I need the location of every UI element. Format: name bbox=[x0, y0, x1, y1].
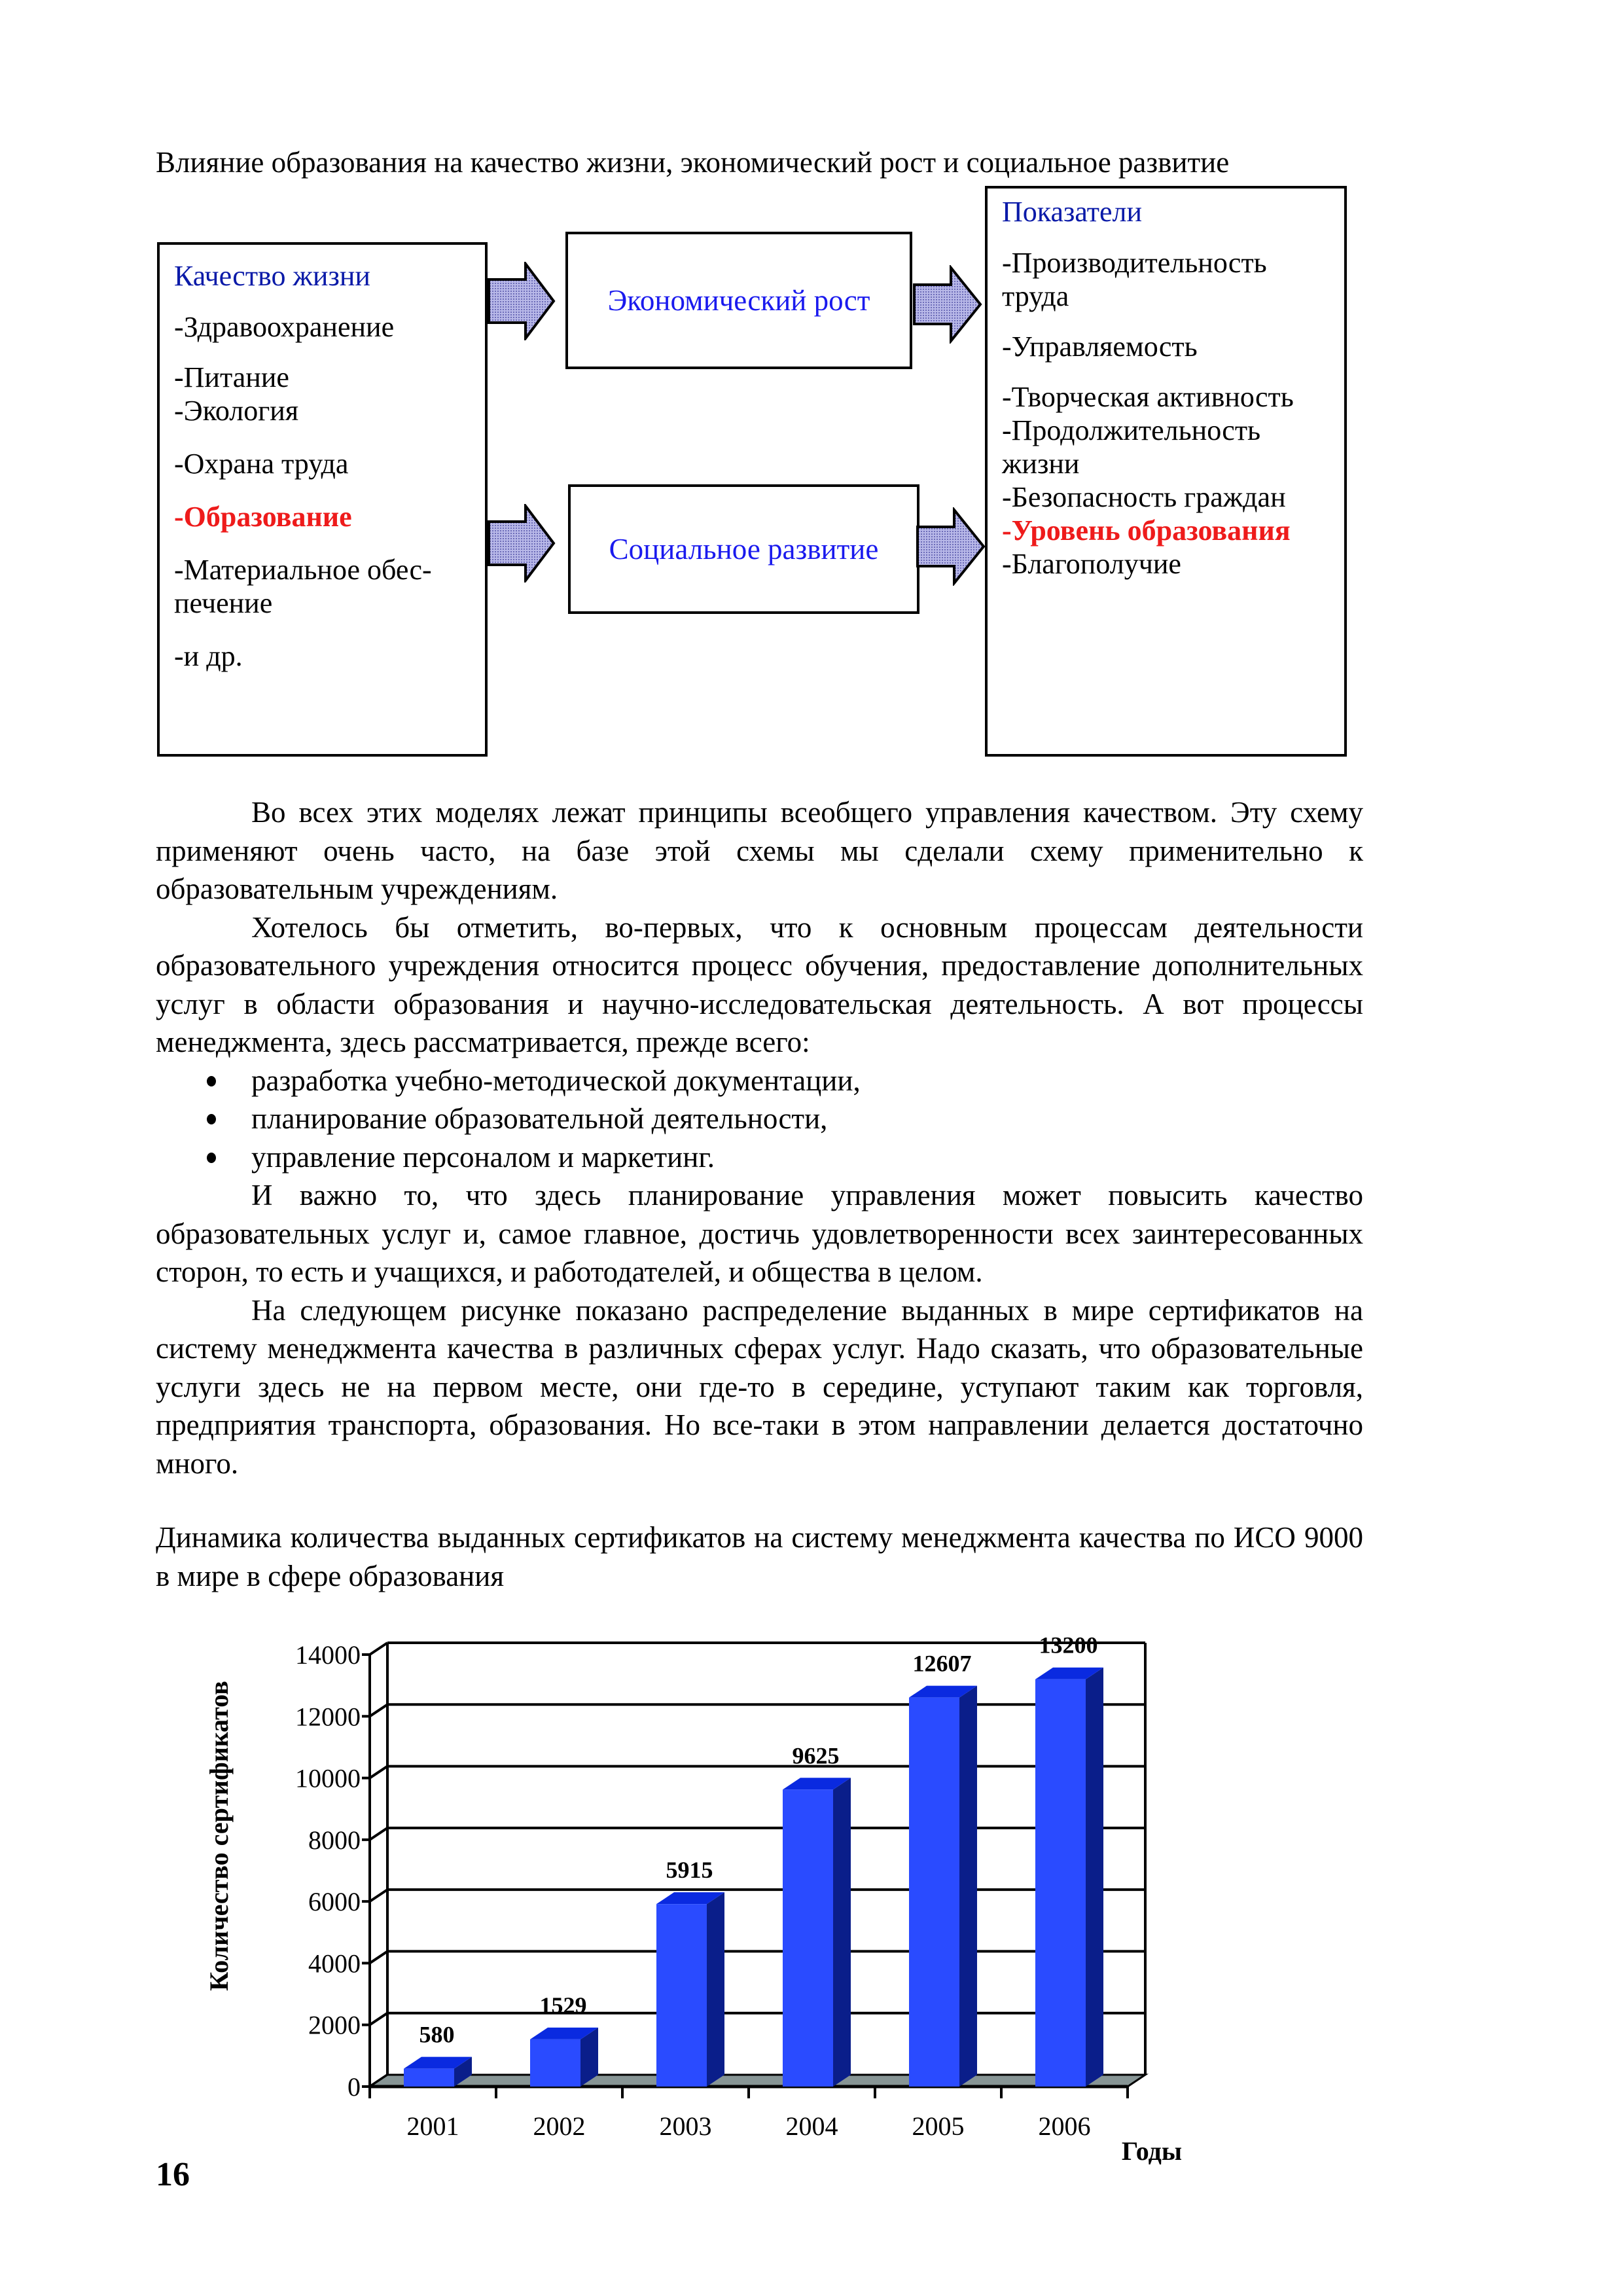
x-tick-label: 2004 bbox=[785, 2111, 838, 2141]
social-development-label: Социальное развитие bbox=[609, 533, 879, 565]
bullet-text: планирование образовательной деятельности, bbox=[251, 1102, 828, 1135]
paragraph: На следующем рисунке показано распределение выданных в мире сертификатов на систему менеджмента качества в различных сферах услуг. Надо сказать, что образовательные услуги здесь не на первом месте, они где-то в середине, уступают таким как торговля, предприятия транспорта, образования. Но все-таки в этом направлении делается достаточно много. bbox=[156, 1293, 1363, 1480]
bar-side bbox=[833, 1778, 851, 2087]
left-item: -Охрана труда bbox=[174, 448, 349, 480]
y-tick-label: 2000 bbox=[308, 2010, 361, 2040]
bar bbox=[656, 1904, 707, 2087]
left-item: -и др. bbox=[174, 640, 243, 672]
data-label: 580 bbox=[419, 2021, 455, 2048]
right-item: жизни bbox=[1002, 448, 1080, 480]
y-tick-label: 14000 bbox=[295, 1640, 361, 1670]
left-item-highlight: -Образование bbox=[174, 501, 352, 533]
y-axis-label: Количество сертификатов bbox=[204, 1681, 234, 1991]
paragraph: Во всех этих моделях лежат принципы всеобщего управления качеством. Эту схему применяют очень часто, на базе этой схемы мы сделали схему применительно к образовательным учреждениям. bbox=[156, 796, 1363, 905]
bullet-text: разработка учебно-методической документации, bbox=[251, 1064, 861, 1097]
quality-of-life-title: Качество жизни bbox=[174, 260, 370, 292]
bar bbox=[909, 1698, 959, 2087]
paragraph: И важно то, что здесь планирование управления может повысить качество образовательных услуг и, самое главное, достичь удовлетворенности всех заинтересованных сторон, то есть и учащихся, и работодателей, и общества в целом. bbox=[156, 1179, 1363, 1288]
left-item: -Питание bbox=[174, 361, 289, 393]
left-item: -Экология bbox=[174, 395, 299, 427]
bar bbox=[783, 1789, 833, 2087]
y-tick-label: 4000 bbox=[308, 1948, 361, 1979]
y-tick-label: 12000 bbox=[295, 1702, 361, 1732]
right-item: -Продолжительность bbox=[1002, 414, 1261, 446]
right-item: -Управляемость bbox=[1002, 331, 1198, 363]
y-tick-label: 0 bbox=[348, 2072, 361, 2102]
data-label: 13200 bbox=[1039, 1632, 1098, 1659]
data-label: 9625 bbox=[792, 1742, 840, 1769]
bar bbox=[530, 2039, 580, 2087]
left-item: -Материальное обес- bbox=[174, 554, 432, 586]
y-tick-label: 10000 bbox=[295, 1763, 361, 1793]
right-item-highlight: -Уровень образования bbox=[1002, 514, 1291, 547]
bar-side bbox=[959, 1686, 977, 2087]
data-label: 5915 bbox=[666, 1857, 713, 1884]
right-item: -Производительность bbox=[1002, 247, 1267, 279]
right-item: -Благополучие bbox=[1002, 548, 1181, 580]
bar-side bbox=[707, 1892, 724, 2087]
figure-caption: Динамика количества выданных сертификатов на систему менеджмента качества по ИСО 9000 в мире в сфере образования bbox=[156, 1521, 1363, 1592]
left-item: -Здравоохранение bbox=[174, 311, 395, 343]
economic-growth-label: Экономический рост bbox=[607, 284, 870, 317]
page-number: 16 bbox=[156, 2156, 190, 2193]
paragraph: Хотелось бы отметить, во-первых, что к основным процессам деятельности образовательного учреждения относится процесс обучения, предоставление дополнительных услуг в области образования и научно-исследовательская деятельность. А вот процессы менеджмента, здесь рассматривается, прежде всего: bbox=[156, 910, 1363, 1058]
right-item: -Безопасность граждан bbox=[1002, 481, 1286, 513]
data-label: 12607 bbox=[912, 1650, 972, 1677]
x-tick-label: 2006 bbox=[1038, 2111, 1091, 2141]
x-tick-label: 2005 bbox=[912, 2111, 965, 2141]
x-axis-label: Годы bbox=[1121, 2136, 1183, 2166]
right-item: труда bbox=[1002, 280, 1069, 312]
y-tick-label: 6000 bbox=[308, 1887, 361, 1917]
diagram-title: Влияние образования на качество жизни, экономический рост и социальное развитие bbox=[156, 146, 1230, 179]
left-item: печение bbox=[174, 587, 273, 619]
y-tick-label: 8000 bbox=[308, 1825, 361, 1855]
bar-side bbox=[1086, 1668, 1103, 2087]
bar bbox=[404, 2069, 454, 2087]
data-label: 1529 bbox=[539, 1992, 587, 2018]
x-tick-label: 2001 bbox=[406, 2111, 459, 2141]
bullet-text: управление персоналом и маркетинг. bbox=[251, 1140, 715, 1174]
indicators-title: Показатели bbox=[1002, 196, 1143, 228]
x-tick-label: 2003 bbox=[659, 2111, 712, 2141]
x-tick-label: 2002 bbox=[533, 2111, 586, 2141]
bar bbox=[1035, 1679, 1086, 2087]
right-item: -Творческая активность bbox=[1002, 381, 1294, 413]
